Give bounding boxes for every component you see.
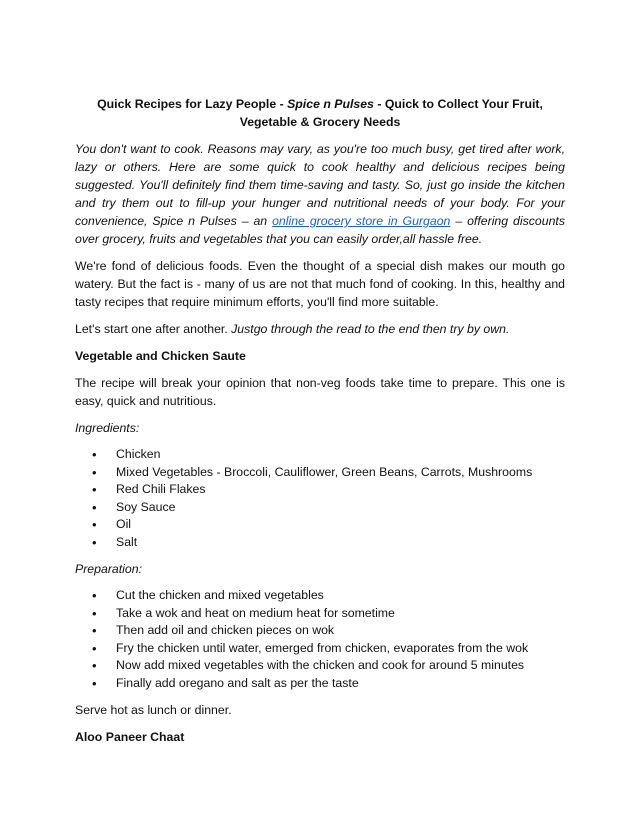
- list-item: • Red Chili Flakes: [92, 481, 565, 499]
- intro-text-after-link: – offering discounts over grocery, fruits and vegetables that you can easily order,all hassle free.: [75, 214, 565, 246]
- list-item: • Now add mixed vegetables with the chicken and cook for around 5 minutes: [92, 657, 565, 675]
- intro-paragraph: [75, 140, 565, 248]
- recipe-description: The recipe will break your opinion that non-veg foods take time to prepare. This one is easy, quick and nutritious.: [75, 376, 565, 408]
- document-page: [75, 95, 565, 755]
- preparation-label: Preparation:: [75, 562, 142, 576]
- preparation-steps-list: [75, 587, 565, 692]
- ingredients-list: [75, 446, 565, 551]
- serve-note: Serve hot as lunch or dinner.: [75, 703, 232, 717]
- list-item: • Oil: [92, 516, 565, 534]
- title-part-2: - Quick to Collect Your Fruit, Vegetable & Grocery Needs: [239, 97, 543, 129]
- paragraph-start: [75, 320, 565, 338]
- grocery-store-link[interactable]: online grocery store in Gurgaon: [272, 214, 451, 228]
- list-item: • Fry the chicken until water, emerged from chicken, evaporates from the wok: [92, 640, 565, 658]
- list-item: • Mixed Vegetables - Broccoli, Cauliflower, Green Beans, Carrots, Mushrooms: [92, 464, 565, 482]
- title-brand: Spice n Pulses: [287, 97, 374, 111]
- list-item: • Salt: [92, 534, 565, 552]
- recipe-heading-vegetable-chicken-saute: Vegetable and Chicken Saute: [75, 349, 246, 363]
- intro-text-before-link: You don't want to cook. Reasons may vary, as you're too much busy, get tired after work, lazy or others. Here are some quick to cook healthy and delicious recipes being suggested. You'll definitely find them time-saving and tasty. So, just go inside the kitchen and try them out to fill-up your hunger and nutritional needs of your body. For your convenience, Spice n Pulses – an: [75, 142, 565, 228]
- list-item: • Cut the chicken and mixed vegetables: [92, 587, 565, 605]
- list-item: • Take a wok and heat on medium heat for sometime: [92, 605, 565, 623]
- list-item: • Chicken: [92, 446, 565, 464]
- ingredients-label: Ingredients:: [75, 421, 140, 435]
- document-title: [75, 95, 565, 131]
- list-item: • Finally add oregano and salt as per the taste: [92, 675, 565, 693]
- paragraph-fond-of-foods: We're fond of delicious foods. Even the thought of a special dish makes our mouth go watery. But the fact is - many of us are not that much fond of cooking. In this, healthy and tasty recipes that require minimum efforts, you'll find more suitable.: [75, 259, 565, 309]
- title-part-1: Quick Recipes for Lazy People -: [97, 97, 288, 111]
- recipe-heading-aloo-paneer-chaat: Aloo Paneer Chaat: [75, 730, 185, 744]
- start-plain-text: Let's start one after another.: [75, 322, 232, 336]
- list-item: • Soy Sauce: [92, 499, 565, 517]
- list-item: • Then add oil and chicken pieces on wok: [92, 622, 565, 640]
- start-italic-text: Justgo through the read to the end then try by own.: [231, 322, 510, 336]
